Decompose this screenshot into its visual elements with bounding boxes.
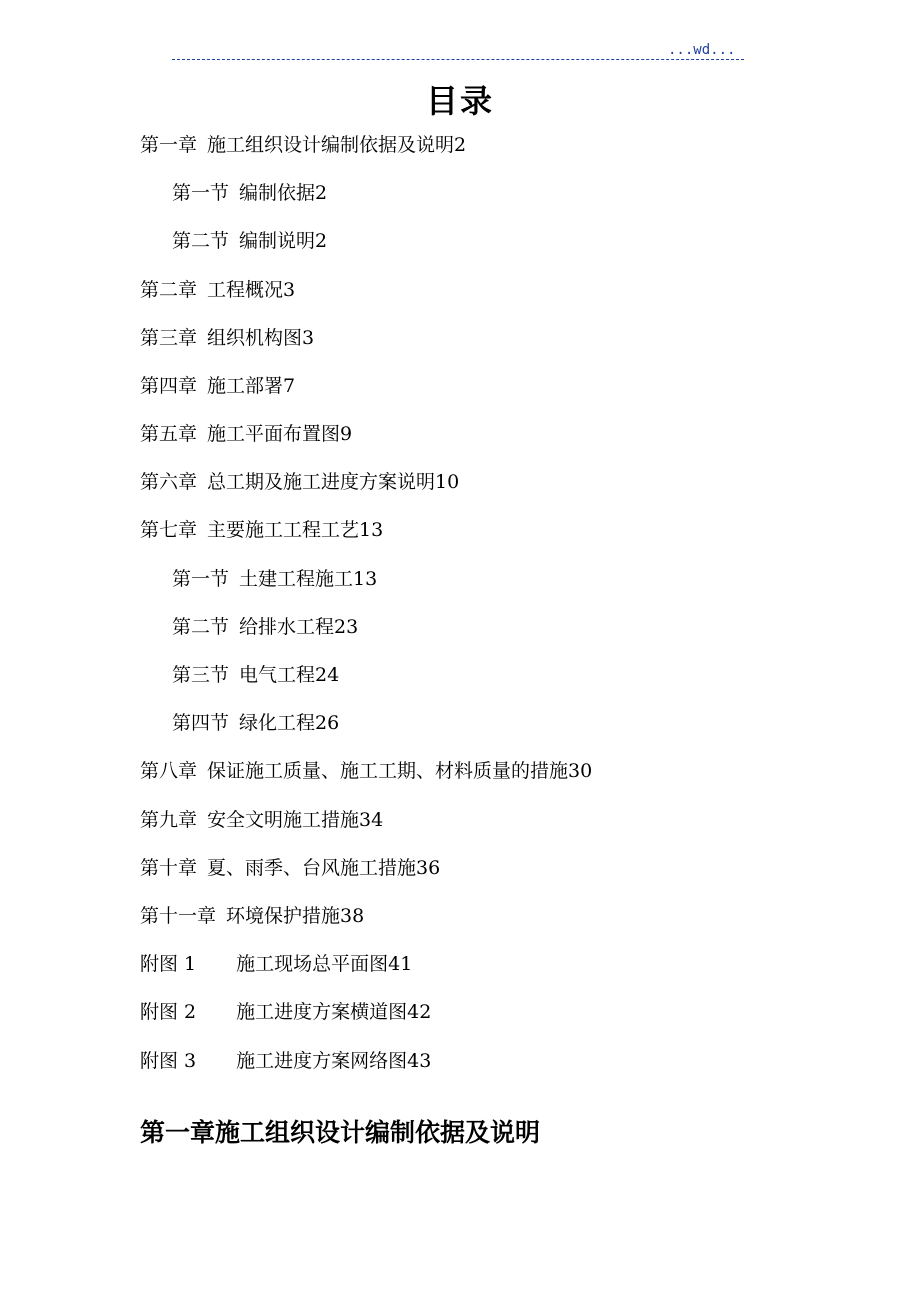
toc-entry-text: 绿化工程	[239, 712, 316, 734]
toc-entry-page: 23	[334, 616, 359, 638]
toc-entry-page: 10	[435, 471, 460, 493]
toc-entry-label: 第三章	[140, 327, 198, 349]
toc-entry[interactable]	[140, 903, 364, 929]
toc-entry[interactable]	[172, 566, 377, 592]
toc-entry-page: 2	[454, 134, 467, 156]
toc-entry-page: 24	[315, 664, 340, 686]
toc-entry-label: 第二章	[140, 279, 198, 301]
toc-title: 目录	[425, 82, 494, 120]
toc-entry-page: 13	[353, 568, 378, 590]
toc-entry-label: 第一节	[172, 568, 230, 590]
toc-entry[interactable]	[140, 325, 314, 351]
toc-entry-page: 7	[283, 375, 296, 397]
toc-entry[interactable]	[140, 277, 295, 303]
toc-entry-page: 3	[283, 279, 296, 301]
toc-entry[interactable]	[140, 807, 383, 833]
toc-entry-page: 43	[407, 1050, 432, 1072]
toc-entry-label: 第九章	[140, 809, 198, 831]
toc-entry-page: 9	[340, 423, 353, 445]
toc-entry-text: 施工进度方案横道图	[236, 1001, 408, 1023]
toc-entry-text: 电气工程	[239, 664, 316, 686]
toc-entry-label: 第六章	[140, 471, 198, 493]
toc-entry-text: 土建工程施工	[239, 568, 354, 590]
toc-entry-page: 42	[407, 1001, 432, 1023]
toc-entry-text: 安全文明施工措施	[207, 809, 360, 831]
toc-entry[interactable]	[140, 999, 431, 1025]
toc-entry-page: 13	[359, 519, 384, 541]
toc-entry-label: 第一节	[172, 182, 230, 204]
toc-entry-label: 第二节	[172, 616, 230, 638]
toc-entry-label: 第七章	[140, 519, 198, 541]
toc-entry-text: 总工期及施工进度方案说明	[207, 471, 436, 493]
toc-entry-page: 38	[340, 905, 365, 927]
header-mark: ...wd...	[668, 42, 736, 58]
toc-entry[interactable]	[140, 421, 352, 447]
toc-entry-text: 夏、雨季、台风施工措施	[207, 857, 417, 879]
toc-entry-text: 施工部署	[207, 375, 284, 397]
toc-entry-label: 附图 2	[140, 1001, 197, 1023]
toc-entry[interactable]	[140, 758, 592, 784]
toc-entry-text: 施工组织设计编制依据及说明	[207, 134, 455, 156]
toc-entry-page: 30	[568, 760, 593, 782]
toc-entry[interactable]	[140, 373, 295, 399]
toc-entry-text: 施工平面布置图	[207, 423, 341, 445]
toc-entry-label: 第十一章	[140, 905, 217, 927]
toc-entry-label: 第一章	[140, 134, 198, 156]
toc-entry[interactable]	[140, 517, 383, 543]
toc-entry-text: 给排水工程	[239, 616, 335, 638]
toc-entry-label: 第八章	[140, 760, 198, 782]
toc-entry-text: 编制说明	[239, 230, 316, 252]
toc-entry-text: 保证施工质量、施工工期、材料质量的措施	[207, 760, 569, 782]
toc-entry-label: 附图 1	[140, 953, 197, 975]
toc-entry-label: 附图 3	[140, 1050, 197, 1072]
toc-entry-text: 环境保护措施	[226, 905, 341, 927]
toc-entry-page: 26	[315, 712, 340, 734]
toc-entry-label: 第四章	[140, 375, 198, 397]
toc-entry-label: 第五章	[140, 423, 198, 445]
section-heading: 第一章施工组织设计编制依据及说明	[140, 1118, 541, 1147]
toc-entry-label: 第十章	[140, 857, 198, 879]
toc-entry-label: 第二节	[172, 230, 230, 252]
toc-entry[interactable]	[140, 951, 412, 977]
header-rule	[172, 59, 744, 60]
toc-entry[interactable]	[172, 180, 327, 206]
toc-entry-page: 2	[315, 182, 328, 204]
toc-entry-page: 34	[359, 809, 384, 831]
toc-entry-text: 主要施工工程工艺	[207, 519, 360, 541]
toc-entry-text: 工程概况	[207, 279, 284, 301]
toc-entry[interactable]	[172, 614, 358, 640]
toc-entry-page: 36	[416, 857, 441, 879]
toc-entry-label: 第四节	[172, 712, 230, 734]
toc-entry-page: 2	[315, 230, 328, 252]
toc-entry[interactable]	[140, 132, 466, 158]
toc-entry[interactable]	[140, 855, 440, 881]
toc-entry[interactable]	[140, 1048, 431, 1074]
toc-entry[interactable]	[140, 469, 459, 495]
toc-entry[interactable]	[172, 662, 339, 688]
toc-entry-text: 施工进度方案网络图	[236, 1050, 408, 1072]
toc-entry-page: 41	[388, 953, 413, 975]
toc-entry-text: 组织机构图	[207, 327, 303, 349]
toc-entry[interactable]	[172, 228, 327, 254]
toc-entry-text: 编制依据	[239, 182, 316, 204]
toc-entry-label: 第三节	[172, 664, 230, 686]
toc-entry-page: 3	[302, 327, 315, 349]
toc-entry[interactable]	[172, 710, 339, 736]
toc-entry-text: 施工现场总平面图	[236, 953, 389, 975]
